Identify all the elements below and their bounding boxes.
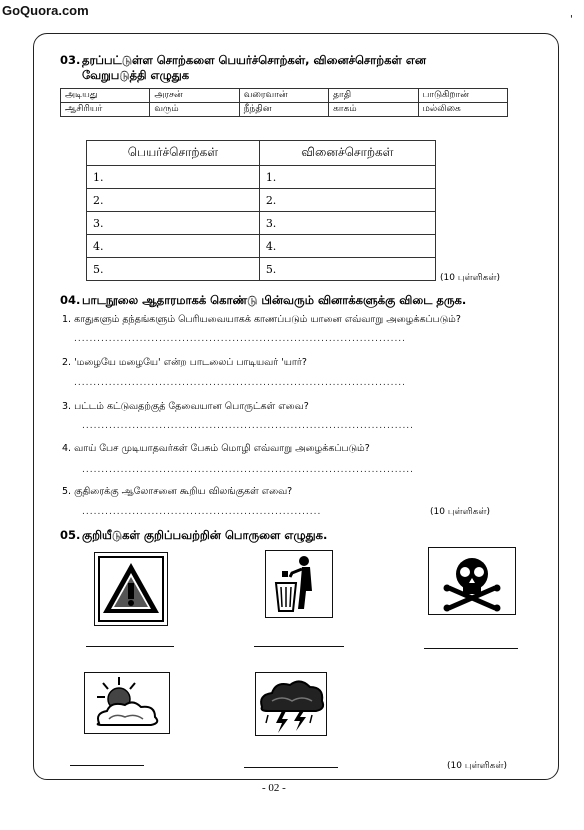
q4-question-1: 1. காதுகளும் தந்தங்களும் பெரியவையாகக் காணப்படும் யானை எவ்வாறு அழைக்கப்படும்?: [62, 314, 461, 325]
noun-answer-cell[interactable]: 5.: [87, 258, 260, 281]
answer-line-icon-4[interactable]: [70, 765, 144, 766]
word-row-1: [61, 89, 508, 103]
q4-question-4: 4. வாய் பேச முடியாதவர்கள் பேசும் மொழி எவ்வாறு அழைக்கப்படும்?: [62, 443, 370, 454]
answer-line-icon-3[interactable]: [424, 648, 518, 649]
verb-answer-cell[interactable]: 1.: [259, 166, 435, 189]
word-cell: மல்லிகை: [418, 103, 507, 117]
warning-sign-icon: [94, 552, 168, 626]
q4-instruction: பாடநூலை ஆதாரமாகக் கொண்டு பின்வரும் வினாக்களுக்கு விடை தருக.: [82, 293, 467, 307]
word-row-2: [61, 103, 508, 117]
sun-cloud-icon: [84, 672, 170, 734]
answer-line-icon-1[interactable]: [86, 646, 174, 647]
word-list-table: [60, 88, 508, 117]
word-cell: பாடுகிறான்: [418, 89, 507, 103]
word-cell: வரைவான்: [239, 89, 328, 103]
answer-line-3[interactable]: ......................................................................................: [82, 421, 415, 431]
q4-number: 04.: [60, 293, 81, 307]
noun-answer-cell[interactable]: 4.: [87, 235, 260, 258]
page-number: - 02 -: [262, 782, 286, 794]
litter-bin-icon: [265, 550, 333, 618]
answer-table: [86, 140, 436, 281]
q3-instruction-line2: வேறுபடுத்தி எழுதுக: [82, 68, 190, 82]
word-cell: தாதி: [329, 89, 418, 103]
answer-line-2[interactable]: ......................................................................................: [74, 378, 407, 388]
corner-mark: ': [570, 14, 573, 25]
word-cell: அடியது: [61, 89, 150, 103]
answer-line-icon-5[interactable]: [244, 767, 338, 768]
noun-answer-cell[interactable]: 1.: [87, 166, 260, 189]
word-cell: காகம்: [329, 103, 418, 117]
answer-line-5[interactable]: ..............................................................: [82, 507, 322, 517]
noun-answer-cell[interactable]: 3.: [87, 212, 260, 235]
q4-question-5: 5. குதிரைக்கு ஆலோசனை கூறிய விலங்குகள் எவை?: [62, 486, 293, 497]
q4-question-3: 3. பட்டம் கட்டுவதற்குத் தேவையான பொருட்கள் எவை?: [62, 401, 309, 412]
q5-marks: (10 புள்ளிகள்): [447, 761, 507, 771]
word-cell: ஆசிரியர்: [61, 103, 150, 117]
answer-line-4[interactable]: ......................................................................................: [82, 465, 415, 475]
skull-crossbones-icon: [428, 547, 516, 615]
nouns-header: பெயர்ச்சொற்கள்: [87, 141, 260, 166]
verbs-header: வினைச்சொற்கள்: [259, 141, 435, 166]
q5-instruction: குறியீடுகள் குறிப்பவற்றின் பொருளை எழுதுக.: [82, 528, 328, 542]
q3-instruction-line1: தரப்பட்டுள்ள சொற்களை பெயர்ச்சொற்கள், வினைச்சொற்கள் என: [82, 53, 427, 67]
q3-marks: (10 புள்ளிகள்): [440, 273, 500, 283]
q4-question-2: 2. 'மழையே மழையே' என்ற பாடலைப் பாடியவர் 'யார்?: [62, 357, 307, 368]
watermark: GoQuora.com: [2, 3, 89, 18]
q3-number: 03.: [60, 53, 81, 67]
answer-line-icon-2[interactable]: [254, 646, 344, 647]
word-cell: வரும்: [150, 103, 239, 117]
verb-answer-cell[interactable]: 4.: [259, 235, 435, 258]
noun-answer-cell[interactable]: 2.: [87, 189, 260, 212]
answer-line-1[interactable]: ......................................................................................: [74, 334, 407, 344]
word-cell: நீந்தின: [239, 103, 328, 117]
verb-answer-cell[interactable]: 3.: [259, 212, 435, 235]
storm-cloud-icon: [255, 672, 327, 736]
verb-answer-cell[interactable]: 5.: [259, 258, 435, 281]
q5-number: 05.: [60, 528, 81, 542]
verb-answer-cell[interactable]: 2.: [259, 189, 435, 212]
q4-marks: (10 புள்ளிகள்): [430, 507, 490, 517]
word-cell: அரசன்: [150, 89, 239, 103]
